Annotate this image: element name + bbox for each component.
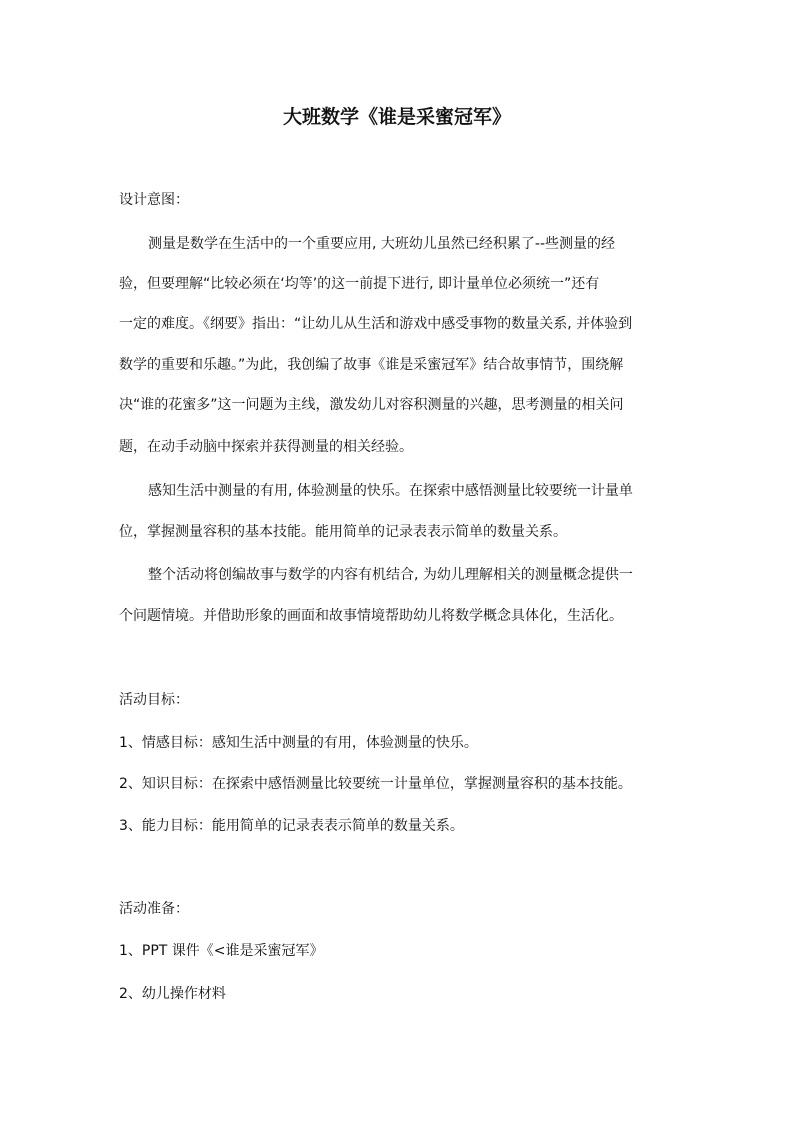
paragraph-line: 个问题情境。并借助形象的画面和故事情境帮助幼儿将数学概念具体化，生活化。	[119, 608, 623, 624]
list-item: 1、情感目标：感知生活中测量的有用，体验测量的快乐。	[119, 735, 478, 751]
list-item: 1、PPT 课件《<谁是采蜜冠军》	[119, 943, 324, 959]
document-title: 大班数学《谁是采蜜冠军》	[282, 106, 511, 128]
paragraph-line: 测量是数学在生活中的一个重要应用, 大班幼儿虽然已经积累了--些测量的经	[148, 236, 616, 252]
paragraph-line: 题，在动手动脑中探索并获得测量的相关经验。	[119, 439, 413, 455]
paragraph-line: 一定的难度。《纲要》指出：“让幼儿从生活和游戏中感受事物的数量关系, 并体验到	[119, 316, 633, 332]
paragraph-line: 决“谁的花蜜多”这一问题为主线，激发幼儿对容积测量的兴趣，思考测量的相关问	[119, 397, 624, 413]
paragraph-line: 验，但要理解“比较必须在‘均等’的这一前提下进行, 即计量单位必须统一”还有	[119, 276, 600, 292]
section-heading-design-intent: 设计意图：	[119, 192, 189, 208]
list-item: 2、知识目标：在探索中感悟测量比较要统一计量单位，掌握测量容积的基本技能。	[119, 776, 632, 792]
list-item: 3、能力目标：能用简单的记录表表示简单的数量关系。	[119, 818, 464, 834]
paragraph-line: 数学的重要和乐趣。”为此，我创编了故事《谁是采蜜冠军》结合故事情节，围绕解	[119, 357, 624, 373]
paragraph-line: 位，掌握测量容积的基本技能。能用简单的记录表表示简单的数量关系。	[119, 524, 567, 540]
section-heading-preparation: 活动准备：	[119, 901, 189, 917]
list-item: 2、幼儿操作材料	[119, 986, 226, 1002]
section-heading-goals: 活动目标：	[119, 692, 189, 708]
paragraph-line: 感知生活中测量的有用, 体验测量的快乐。在探索中感悟测量比较要统一计量单	[148, 483, 633, 499]
paragraph-line: 整个活动将创编故事与数学的内容有机结合, 为幼儿理解相关的测量概念提供一	[148, 567, 633, 583]
